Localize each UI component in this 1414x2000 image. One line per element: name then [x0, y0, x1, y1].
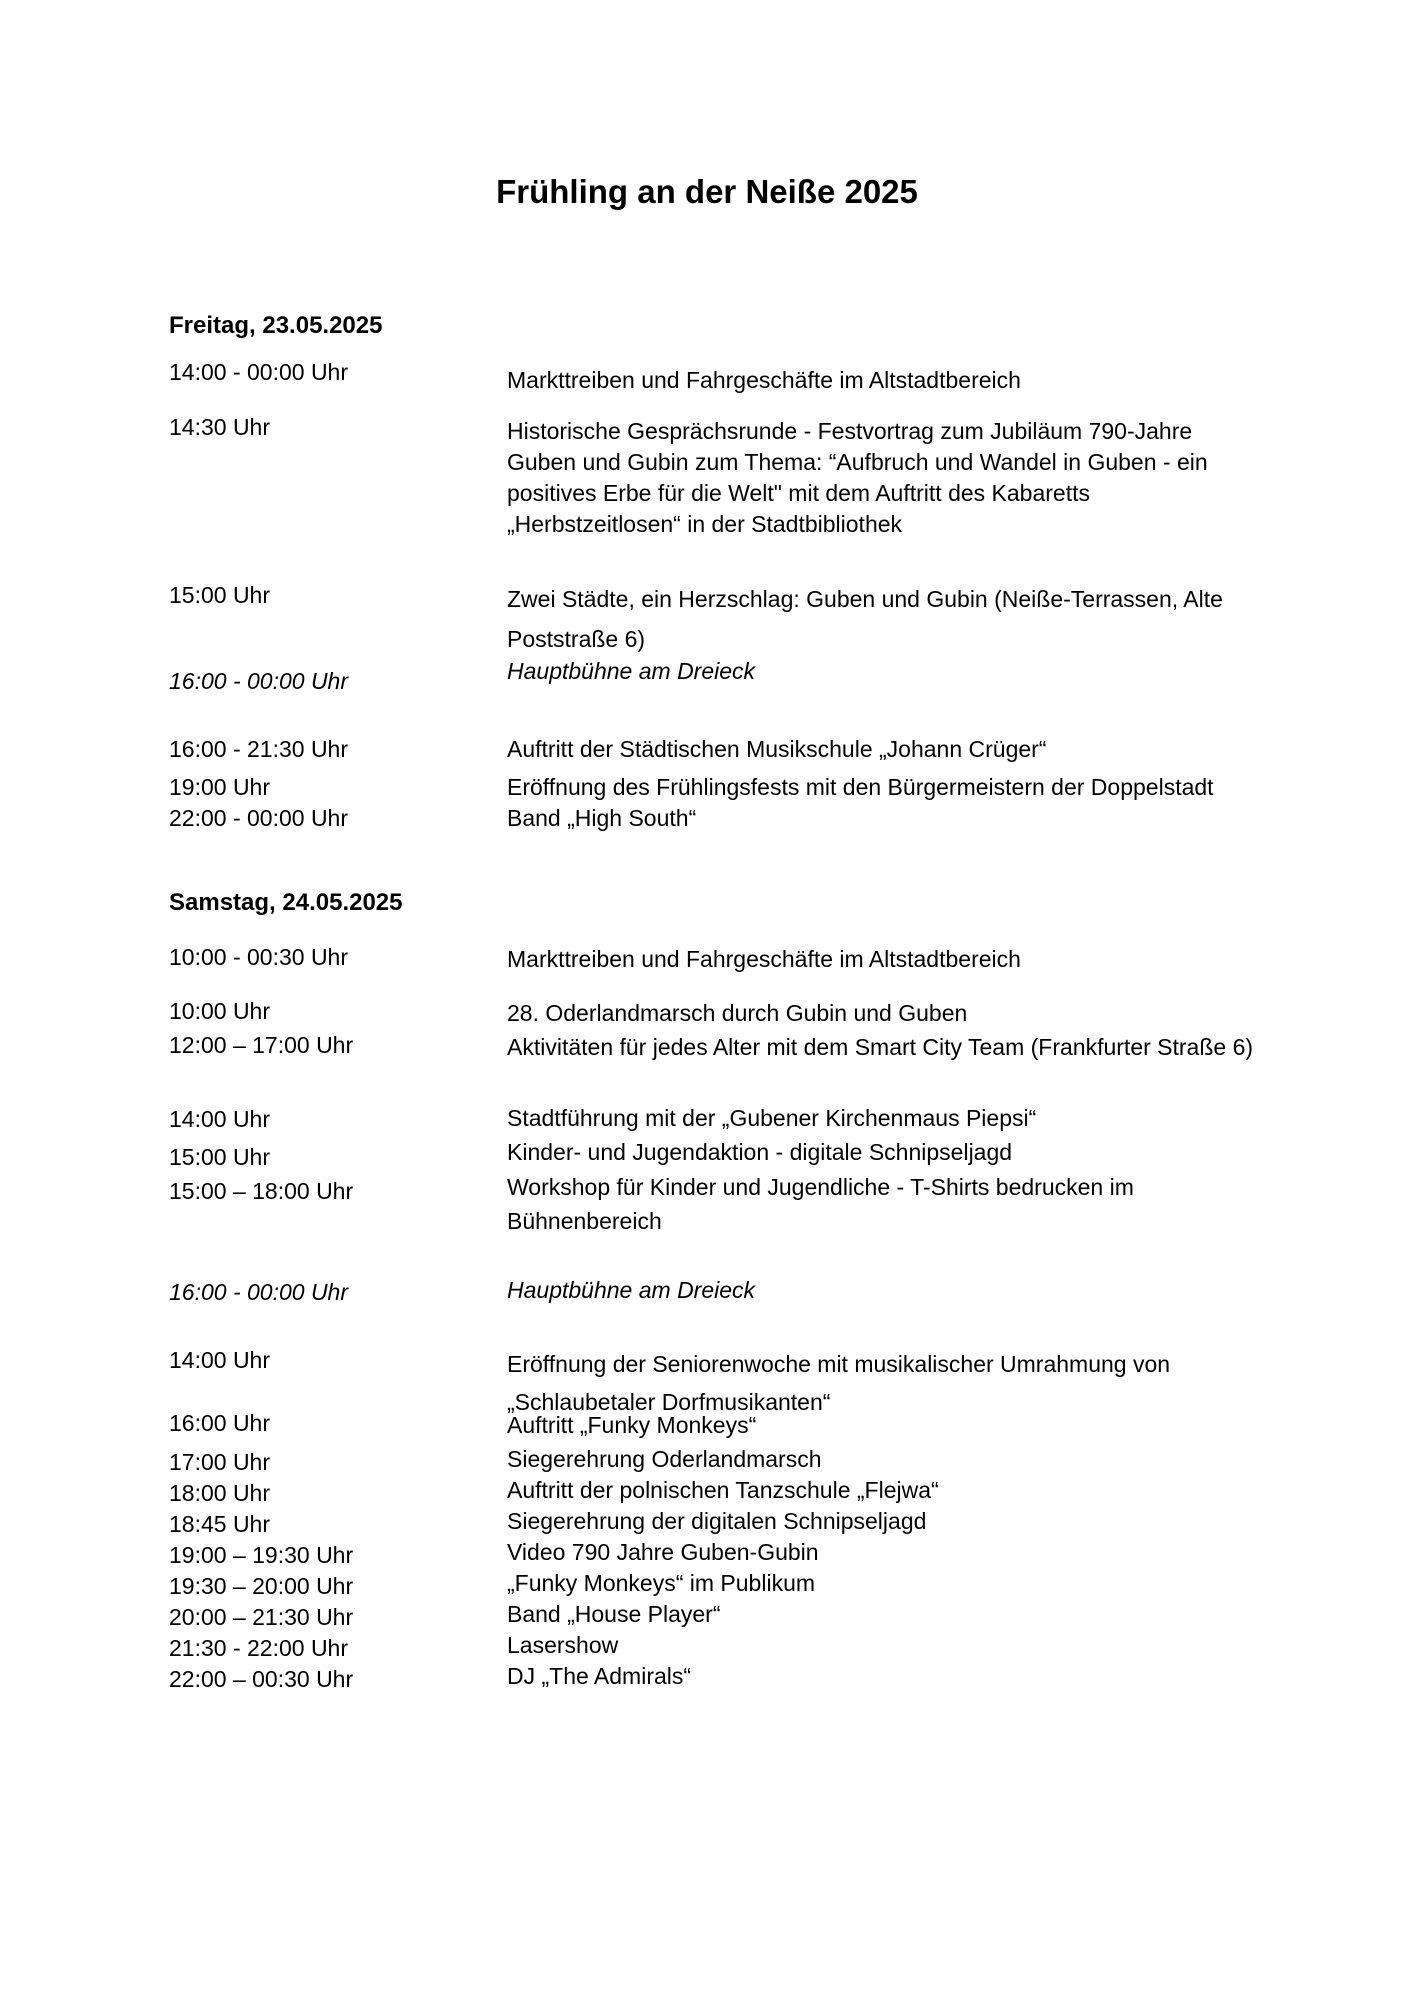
entry-time: 10:00 Uhr [169, 998, 271, 1024]
entry-time: 12:00 – 17:00 Uhr [169, 1032, 354, 1058]
entry-time: 10:00 - 00:30 Uhr [169, 944, 349, 970]
entry-event: Historische Gesprächsrunde - Festvortrag zum Jubiläum 790-Jahre Guben und Gubin zum Thema: “Aufbruch und Wandel in Guben - ein positives Erbe für die Welt" mit dem Auftritt des Kabaretts „Herbstzeitlosen“ in der Stadtbibliothek [507, 418, 1208, 537]
entry-time: 14:00 Uhr [169, 1347, 271, 1373]
entry-event: Markttreiben und Fahrgeschäfte im Altstadtbereich [507, 367, 1021, 393]
entry-time: 19:30 – 20:00 Uhr [169, 1573, 354, 1599]
day-heading-friday: Freitag, 23.05.2025 [169, 312, 383, 339]
entry-time: 21:30 - 22:00 Uhr [169, 1635, 349, 1661]
entry-time: 18:00 Uhr [169, 1480, 271, 1506]
entry-time: 18:45 Uhr [169, 1511, 271, 1537]
entry-time: 15:00 Uhr [169, 582, 271, 608]
entry-event: Hauptbühne am Dreieck [507, 1277, 756, 1303]
entry-time: 14:30 Uhr [169, 414, 271, 440]
entry-time: 20:00 – 21:30 Uhr [169, 1604, 354, 1630]
entry-event: „Funky Monkeys“ im Publikum [507, 1570, 816, 1596]
entry-time: 14:00 Uhr [169, 1106, 271, 1132]
entry-time: 16:00 - 00:00 Uhr [169, 668, 349, 694]
entry-event: Stadtführung mit der „Gubener Kirchenmaus Piepsi“ [507, 1105, 1037, 1131]
entry-event: Video 790 Jahre Guben-Gubin [507, 1539, 819, 1565]
entry-time: 22:00 – 00:30 Uhr [169, 1666, 354, 1692]
entry-event: DJ „The Admirals“ [507, 1663, 692, 1689]
entry-event: Auftritt der Städtischen Musikschule „Johann Crüger“ [507, 736, 1047, 762]
entry-event: Aktivitäten für jedes Alter mit dem Smart City Team (Frankfurter Straße 6) [507, 1034, 1254, 1060]
entry-event: Band „High South“ [507, 805, 697, 831]
entry-time: 19:00 Uhr [169, 774, 271, 800]
entry-time: 22:00 - 00:00 Uhr [169, 805, 349, 831]
entry-time: 15:00 – 18:00 Uhr [169, 1178, 354, 1204]
entry-event: Eröffnung des Frühlingsfests mit den Bürgermeistern der Doppelstadt [507, 774, 1214, 800]
entry-time: 17:00 Uhr [169, 1449, 271, 1475]
entry-event: Auftritt „Funky Monkeys“ [507, 1412, 757, 1438]
entry-event: Eröffnung der Seniorenwoche mit musikalischer Umrahmung von „Schlaubetaler Dorfmusikanten“ [507, 1351, 1171, 1415]
entry-time: 15:00 Uhr [169, 1144, 271, 1170]
entry-event: Kinder- und Jugendaktion - digitale Schnipseljagd [507, 1139, 1013, 1165]
entry-event: Band „House Player“ [507, 1601, 721, 1627]
entry-event: Lasershow [507, 1632, 619, 1658]
entry-event: Workshop für Kinder und Jugendliche - T-Shirts bedrucken im Bühnenbereich [507, 1174, 1134, 1234]
entry-event: Auftritt der polnischen Tanzschule „Flejwa“ [507, 1477, 939, 1503]
entry-time: 14:00 - 00:00 Uhr [169, 359, 349, 385]
entry-event: Zwei Städte, ein Herzschlag: Guben und Gubin (Neiße-Terrassen, Alte Poststraße 6) [507, 586, 1223, 652]
entry-time: 19:00 – 19:30 Uhr [169, 1542, 354, 1568]
entry-time: 16:00 - 21:30 Uhr [169, 736, 349, 762]
entry-event: Siegerehrung Oderlandmarsch [507, 1446, 822, 1472]
day-heading-saturday: Samstag, 24.05.2025 [169, 889, 403, 916]
entry-event: 28. Oderlandmarsch durch Gubin und Guben [507, 1000, 968, 1026]
entry-event: Markttreiben und Fahrgeschäfte im Altstadtbereich [507, 946, 1021, 972]
entry-event: Hauptbühne am Dreieck [507, 658, 756, 684]
page-title: Frühling an der Neiße 2025 [496, 173, 918, 210]
entry-event: Siegerehrung der digitalen Schnipseljagd [507, 1508, 927, 1534]
entry-time: 16:00 - 00:00 Uhr [169, 1279, 349, 1305]
entry-time: 16:00 Uhr [169, 1410, 271, 1436]
